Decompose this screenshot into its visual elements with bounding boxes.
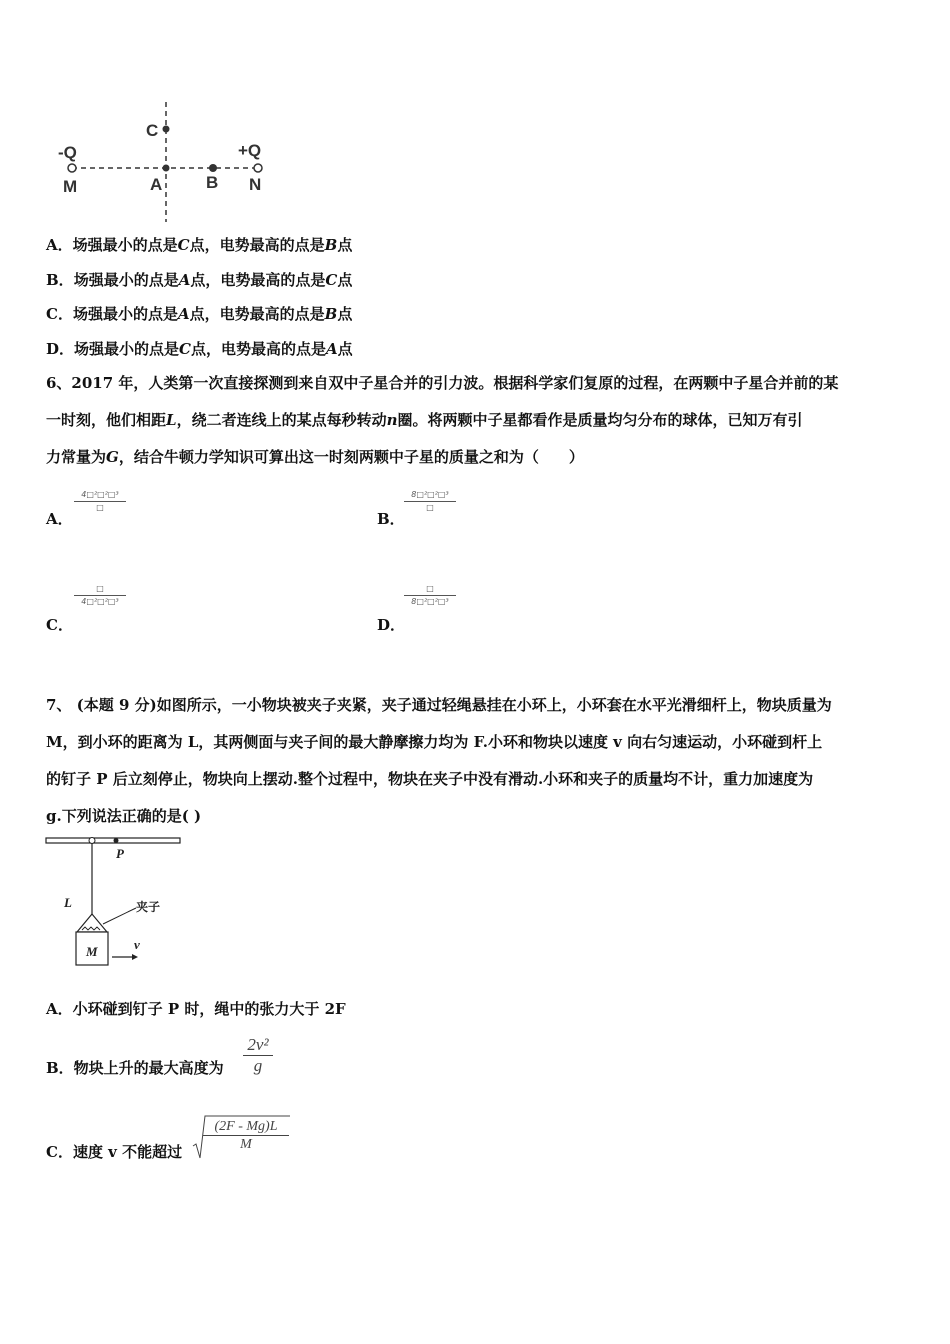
point-c-dot [163,126,170,133]
label-p: P [116,846,124,861]
q6-option-d-label[interactable]: D． [377,616,406,634]
q5-option-d[interactable]: D．场强最小的点是C点，电势最高的点是A点 [46,340,353,358]
q6-option-b-fraction: 8□²□²□³ □ [404,490,456,513]
nail-p [114,838,119,843]
q6-option-c-label[interactable]: C． [46,616,73,634]
q7-stem-line-4: g.下列说法正确的是( ) [46,807,202,825]
label-c: C [146,121,159,140]
point-m-ring [68,164,76,172]
q6-stem-line-3: 力常量为G，结合牛顿力学知识可算出这一时刻两颗中子星的质量之和为（ ） [46,448,584,466]
point-a-dot [163,165,170,172]
q6-stem-line-1: 6、2017 年，人类第一次直接探测到来自双中子星合并的引力波。根据科学家们复原的过程，在两颗中子星合并前的某 [46,374,839,392]
label-n: N [249,175,262,194]
q5-option-b[interactable]: B．场强最小的点是A点，电势最高的点是C点 [46,271,353,289]
q7-option-a[interactable]: A．小环碰到钉子 P 时，绳中的张力大于 2F [46,1000,346,1018]
q7-option-b[interactable]: B．物块上升的最大高度为 [46,1059,224,1077]
q6-stem-line-2: 一时刻，他们相距L，绕二者连线上的某点每秒转动n圈。将两颗中子星都看作是质量均匀分布的球体，已知万有引 [46,411,803,429]
label-v: v [134,937,140,952]
label-pos-q: +Q [238,141,262,160]
q7-option-c-fraction: (2F - Mg)L M [203,1118,289,1153]
q5-option-c[interactable]: C．场强最小的点是A点，电势最高的点是B点 [46,305,353,323]
label-l: L [64,895,72,910]
point-b-dot [209,164,217,172]
label-neg-q: -Q [58,143,77,162]
q6-option-a-fraction: 4□²□²□³ □ [74,490,126,513]
ring [89,838,95,844]
q6-option-a-label[interactable]: A． [46,510,73,528]
charge-field-figure [50,98,280,228]
clip-shape [77,914,107,932]
label-a: A [150,175,163,194]
point-n-ring [254,164,262,172]
q7-stem-line-3: 的钉子 P 后立刻停止，物块向上摆动.整个过程中，物块在夹子中没有滑动.小环和夹子的质量均不计，重力加速度为 [46,770,814,788]
label-m: M [86,944,98,959]
q6-option-c-fraction: □ 4□²□²□³ [74,584,126,607]
q7-option-b-fraction: 2v² g [243,1035,273,1076]
q7-stem-line-2: M，到小环的距离为 L，其两侧面与夹子间的最大静摩擦力均为 F.小环和物块以速度 v 向右匀速运动，小环碰到杆上 [46,733,823,751]
label-clip: 夹子 [136,900,161,914]
label-b: B [206,173,219,192]
velocity-arrowhead [132,954,138,960]
q6-option-d-fraction: □ 8□²□²□³ [404,584,456,607]
q6-option-b-label[interactable]: B． [377,510,405,528]
clip-pointer [103,908,136,924]
q7-option-c[interactable]: C．速度 v 不能超过 [46,1143,183,1161]
horizontal-rod [46,838,180,843]
q5-option-a[interactable]: A．场强最小的点是C点，电势最高的点是B点 [46,236,353,254]
label-m: M [63,177,78,196]
pendulum-clip-figure [44,834,184,969]
q7-stem-line-1: 7、 (本题 9 分)如图所示，一小物块被夹子夹紧，夹子通过轻绳悬挂在小环上，小环套在水平光滑细杆上，物块质量为 [46,696,832,714]
